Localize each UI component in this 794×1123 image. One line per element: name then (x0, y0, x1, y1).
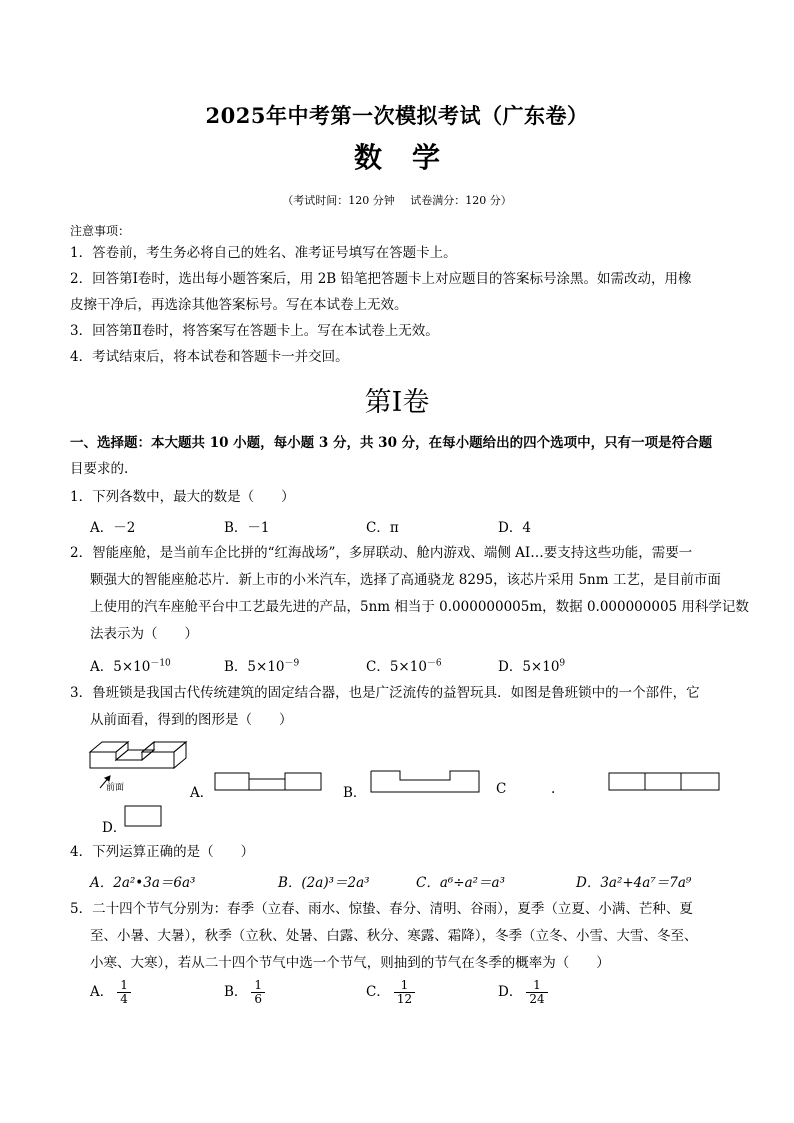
q1-option-b: B．－1 (224, 520, 270, 536)
notes-heading: 注意事项： (70, 224, 131, 238)
q2-stem-1: 2．智能座舱，是当前车企比拼的“红海战场”，多屏联动、舱内游戏、端侧 AI…要支持这些功能，需要一 (70, 545, 693, 561)
exam-time: （考试时间：120 分钟 (282, 194, 395, 207)
full-score: 试卷满分：120 分） (410, 194, 512, 207)
q1-option-c: C．π (366, 520, 399, 536)
note-item-1: 1．答卷前，考生务必将自己的姓名、准考证号填写在答题卡上。 (70, 245, 457, 261)
q5-option-b-fraction (251, 979, 265, 1006)
q2-stem-4: 法表示为（ ） (90, 626, 198, 642)
part-title: 第Ⅰ卷 (364, 387, 430, 418)
q4-option-c: C．a⁶÷a²＝a³ (416, 875, 506, 891)
q5-option-c-num: 1 (394, 979, 415, 993)
q3-option-a: A． (190, 785, 214, 801)
luban-lock-figure (88, 738, 192, 796)
q5-option-d-label: D． (498, 984, 523, 1000)
q4-option-d: D．3a²+4a⁷＝7a⁹ (576, 875, 692, 891)
q2-option-a-base: A．5×10 (90, 659, 151, 675)
q2-option-d-base: D．5×10 (498, 659, 560, 675)
q2-stem-2: 颗强大的智能座舱芯片．新上市的小米汽车，选择了高通骁龙 8295，该芯片采用 5nm 工艺，是目前市面 (90, 572, 721, 588)
q2-option-c (366, 655, 442, 675)
section-instructions-cont: 目要求的. (70, 461, 129, 477)
q3-option-d: D． (102, 820, 127, 836)
q2-option-c-exp: －6 (426, 658, 442, 669)
q5-option-c-fraction (394, 979, 415, 1006)
q1-option-a: A．－2 (90, 520, 136, 536)
q4-option-a: A．2a²•3a＝6a³ (90, 875, 196, 891)
q5-option-d-den: 24 (529, 992, 545, 1006)
q5-option-d-num: 1 (526, 979, 547, 993)
note-item-2-cont: 皮擦干净后，再选涂其他答案标号。写在本试卷上无效。 (70, 297, 408, 313)
q3-option-a-figure (214, 772, 324, 792)
q3-stem-2: 从前面看，得到的图形是（ ） (90, 712, 293, 728)
section-instructions: 一、选择题：本大题共 10 小题，每小题 3 分，共 30 分，在每小题给出的四个选项中，只有一项是符合题 (70, 435, 713, 451)
q2-option-b (224, 655, 299, 675)
q3-option-b-figure (370, 770, 482, 794)
q5-option-d-fraction (526, 979, 547, 1006)
q5-option-d (498, 979, 548, 1006)
q3-stem-1: 3．鲁班锁是我国古代传统建筑的固定结合器，也是广泛流传的益智玩具．如图是鲁班锁中的一个部件，它 (70, 685, 700, 701)
q5-option-a-den: 4 (120, 992, 128, 1006)
q3-option-c: C (496, 781, 507, 797)
q5-option-c (366, 979, 415, 1006)
q5-option-b-num: 1 (251, 979, 265, 993)
q1-option-d: D．4 (498, 520, 531, 536)
exam-info (0, 192, 794, 208)
q5-stem-2: 至、小暑、大暑），秋季（立秋、处暑、白露、秋分、寒露、霜降），冬季（立冬、小雪、大雪、冬至、 (90, 928, 698, 944)
q2-option-b-base: B．5×10 (224, 659, 285, 675)
q5-option-a-num: 1 (117, 979, 131, 993)
q3-option-d-figure (124, 805, 164, 829)
q1-stem: 1．下列各数中，最大的数是（ ） (70, 489, 295, 505)
q2-option-d-exp: 9 (559, 658, 566, 669)
q3-option-b: B． (343, 785, 367, 801)
q5-option-c-den: 12 (396, 992, 413, 1006)
note-item-2: 2．回答第Ⅰ卷时，选出每小题答案后，用 2B 铅笔把答题卡上对应题目的答案标号涂黑。如需改动，用橡 (70, 271, 692, 287)
q3-option-c-figure (608, 772, 722, 792)
q5-option-b-label: B． (224, 984, 248, 1000)
q2-option-d (498, 655, 565, 675)
q2-option-c-base: C．5×10 (366, 659, 427, 675)
q4-stem: 4．下列运算正确的是（ ） (70, 844, 255, 860)
front-view-label: 前面 (106, 783, 125, 793)
q2-option-a-exp: －10 (150, 658, 171, 669)
note-item-4: 4．考试结束后，将本试卷和答题卡一并交回。 (70, 349, 349, 365)
q5-option-b (224, 979, 265, 1006)
q2-option-b-exp: －9 (284, 658, 300, 669)
q5-option-c-label: C． (366, 984, 390, 1000)
q5-option-a (90, 979, 131, 1006)
q5-stem-1: 5．二十四个节气分别为：春季（立春、雨水、惊蛰、春分、清明、谷雨），夏季（立夏、小满、芒种、夏 (70, 901, 693, 917)
q3-option-c-dot: . (551, 781, 556, 797)
q5-option-a-label: A． (90, 984, 114, 1000)
exam-title: 2025年中考第一次模拟考试（广东卷） (205, 103, 589, 128)
note-item-3: 3．回答第Ⅱ卷时，将答案写在答题卡上。写在本试卷上无效。 (70, 323, 439, 339)
q2-option-a (90, 655, 171, 675)
q5-option-a-fraction (117, 979, 131, 1006)
q5-option-b-den: 6 (254, 992, 263, 1006)
q4-option-b: B．(2a)³＝2a³ (278, 875, 370, 891)
q5-stem-3: 小寒、大寒），若从二十四个节气中选一个节气，则抽到的节气在冬季的概率为（ ） (90, 955, 610, 971)
q2-stem-3: 上使用的汽车座舱平台中工艺最先进的产品，5nm 相当于 0.000000005m，数据 0.000000005 用科学记数 (90, 599, 749, 615)
subject-title: 数学 (353, 141, 470, 174)
